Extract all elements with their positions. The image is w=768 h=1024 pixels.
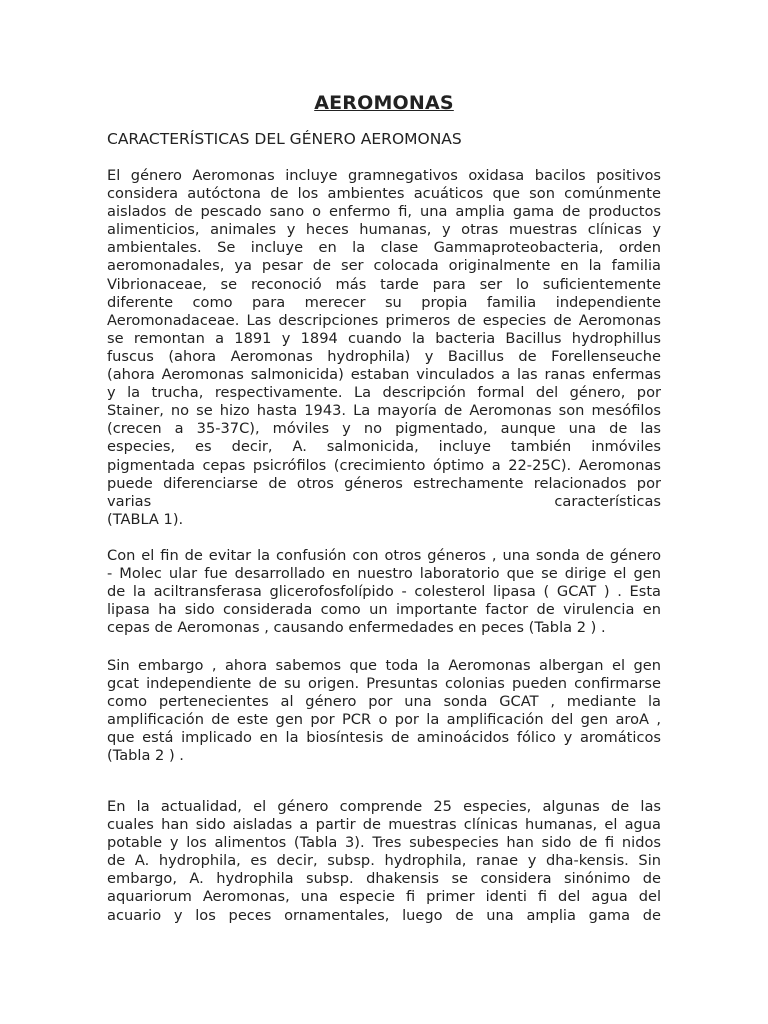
paragraph-line: El género Aeromonas incluye gramnegativos oxidasa bacilos positivos <box>107 167 661 184</box>
paragraph-line: Stainer, no se hizo hasta 1943. La mayoría de Aeromonas son mesófilos <box>107 402 661 420</box>
document-title: AEROMONAS <box>314 92 454 114</box>
paragraph-line: (ahora Aeromonas salmonicida) estaban vinculados a las ranas enfermas <box>107 366 661 384</box>
paragraph-line: como pertenecientes al género por una sonda GCAT , mediante la <box>107 693 661 711</box>
paragraph-line: aeromonadales, ya pesar de ser colocada originalmente en la familia <box>107 257 661 275</box>
paragraph-line: Con el fin de evitar la confusión con otros géneros , una sonda de género <box>107 547 661 564</box>
paragraph-line: Sin embargo , ahora sabemos que toda la Aeromonas albergan el gen <box>107 657 661 674</box>
paragraph-line: embargo, A. hydrophila subsp. dhakensis se considera sinónimo de <box>107 870 661 888</box>
paragraph-line: gcat independiente de su origen. Presuntas colonias pueden confirmarse <box>107 675 661 693</box>
paragraph-line: (Tabla 2 ) . <box>107 747 184 765</box>
paragraph-line: ambientales. Se incluye en la clase Gammaproteobacteria, orden <box>107 239 661 257</box>
paragraph-line: se remontan a 1891 y 1894 cuando la bacteria Bacillus hydrophillus <box>107 329 661 347</box>
paragraph-line: especies, es decir, A. salmonicida, incluye también inmóviles <box>107 438 661 456</box>
paragraph-line: Aeromonadaceae. Las descripciones primeros de especies de Aeromonas <box>107 311 661 329</box>
paragraph-line: lipasa ha sido considerada como un importante factor de virulencia en <box>107 601 661 619</box>
paragraph-line: alimenticios, animales y heces humanas, y otras muestras clínicas y <box>107 221 661 239</box>
paragraph-line: varias características <box>107 492 661 510</box>
paragraph-line: aquariorum Aeromonas, una especie fi primer identi fi del agua del <box>107 888 661 906</box>
paragraph-line: que está implicado en la biosíntesis de aminoácidos fólico y aromáticos <box>107 729 661 747</box>
paragraph-line: potable y los alimentos (Tabla 3). Tres subespecies han sido de fi nidos <box>107 834 661 852</box>
paragraph-line: amplificación de este gen por PCR o por la amplificación del gen aroA , <box>107 711 661 729</box>
paragraph-line: cepas de Aeromonas , causando enfermedades en peces (Tabla 2 ) . <box>107 619 606 637</box>
paragraph-line: cuales han sido aisladas a partir de muestras clínicas humanas, el agua <box>107 816 661 834</box>
paragraph-line: de la aciltransferasa glicerofosfolípido - colesterol lipasa ( GCAT ) . Esta <box>107 583 661 601</box>
section-heading: CARACTERÍSTICAS DEL GÉNERO AEROMONAS <box>107 130 462 148</box>
paragraph-line: considera autóctona de los ambientes acuáticos que son comúnmente <box>107 185 661 203</box>
paragraph-1 <box>107 167 661 529</box>
paragraph-line: (TABLA 1). <box>107 510 184 528</box>
paragraph-line: de A. hydrophila, es decir, subsp. hydrophila, ranae y dha-kensis. Sin <box>107 852 661 870</box>
paragraph-line: Vibrionaceae, se reconoció más tarde para ser lo suficientemente <box>107 275 661 293</box>
paragraph-line: acuario y los peces ornamentales, luego de una amplia gama de <box>107 906 661 924</box>
paragraph-line: y la trucha, respectivamente. La descripción formal del género, por <box>107 384 661 402</box>
paragraph-4 <box>107 798 661 925</box>
paragraph-line: - Molec ular fue desarrollado en nuestro laboratorio que se dirige el gen <box>107 565 661 583</box>
paragraph-line: diferente como para merecer su propia familia independiente <box>107 293 661 311</box>
paragraph-line: En la actualidad, el género comprende 25 especies, algunas de las <box>107 798 661 815</box>
paragraph-line: aislados de pescado sano o enfermo fi, una amplia gama de productos <box>107 203 661 221</box>
paragraph-line: fuscus (ahora Aeromonas hydrophila) y Bacillus de Forellenseuche <box>107 347 661 365</box>
paragraph-line: (crecen a 35-37C), móviles y no pigmentado, aunque una de las <box>107 420 661 438</box>
paragraph-3 <box>107 657 661 766</box>
paragraph-line: puede diferenciarse de otros géneros estrechamente relacionados por <box>107 474 661 492</box>
paragraph-2 <box>107 547 661 637</box>
paragraph-line: pigmentada cepas psicrófilos (crecimiento óptimo a 22-25C). Aeromonas <box>107 456 661 474</box>
